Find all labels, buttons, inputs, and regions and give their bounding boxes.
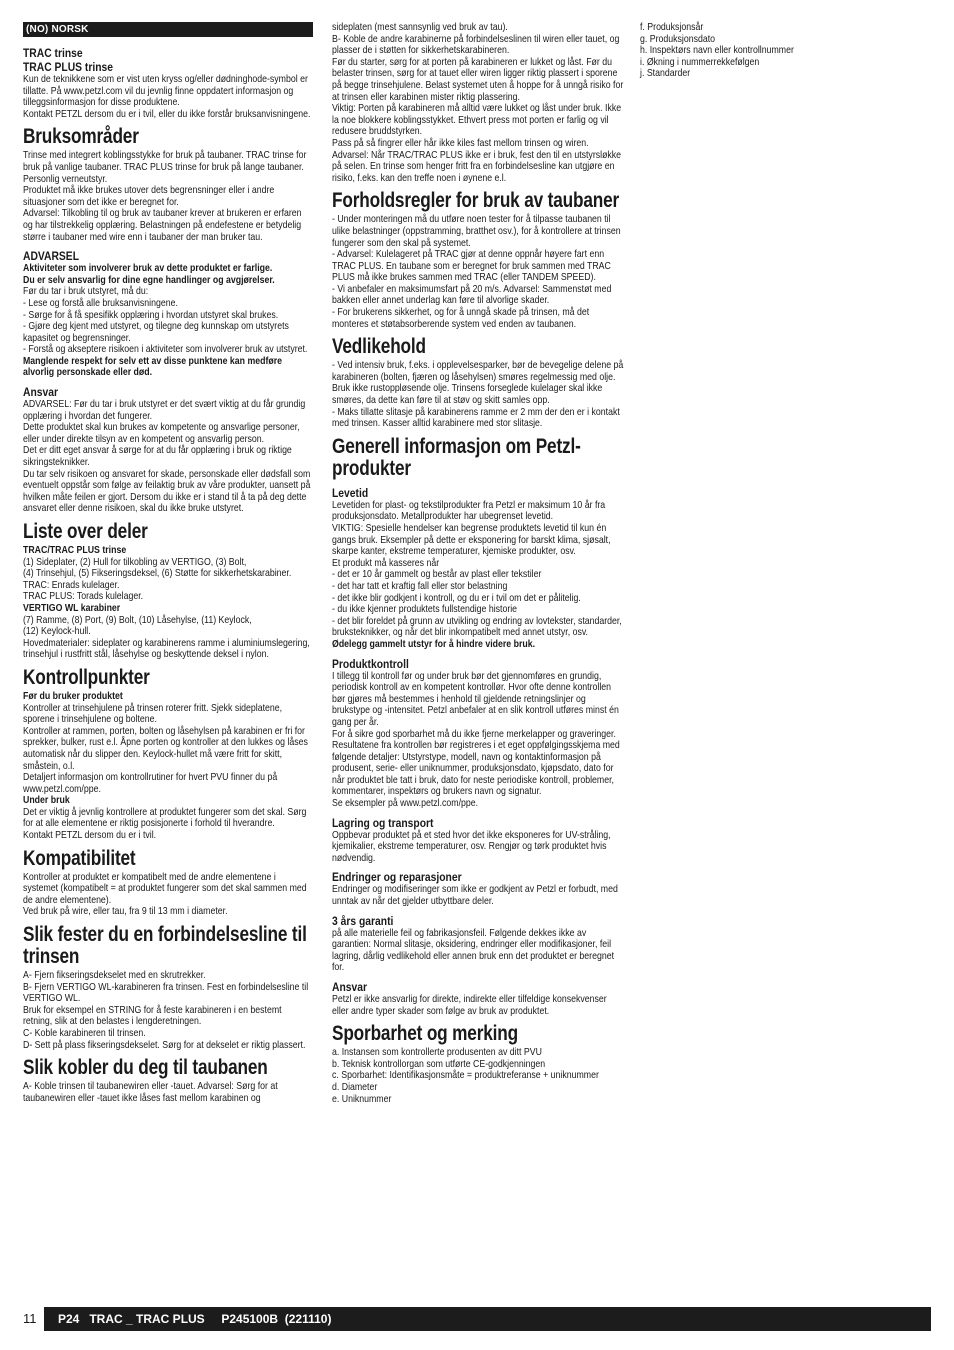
heading-kontrollpunkter: Kontrollpunkter — [23, 665, 150, 689]
product-title: TRAC trinse — [23, 46, 83, 60]
heading-generell-informasjon: Generell informasjon om Petzl-produkter — [332, 434, 581, 480]
subheading-endringer: Endringer og reparasjoner — [332, 870, 462, 885]
subheading-lagring: Lagring og transport — [332, 815, 434, 830]
product-title-plus: TRAC PLUS trinse — [23, 60, 114, 74]
page-number: 11 — [23, 1311, 37, 1326]
subheading-vertigo: VERTIGO WL karabiner — [23, 602, 121, 614]
sporbarhet-list-continued: f. Produksjonsår g. Produksjonsdato h. Inspektørs navn eller kontrollnummer i. Økning i nummerrekkefølgen j. Standarder — [640, 22, 794, 80]
trac-deler-text: (1) Sideplater, (2) Hull for tilkobling av VERTIGO, (3) Bolt, (4) Trinsehjul, (5) Fikseringsdeksel, (6) Støtte for sikkerhetskarabiner. TRAC: Enrads kulelager. TRAC PLUS: Torads kulelager. — [23, 556, 292, 603]
heading-bruksomrader: Bruksområder — [23, 125, 139, 149]
subheading-produktkontroll: Produktkontroll — [332, 656, 409, 671]
subheading-under-bruk: Under bruk — [23, 795, 70, 807]
advarsel-bold-2: Manglende respekt for selv ett av disse punktene kan medføre alvorlig personskade eller død. — [23, 355, 283, 379]
bruksomrader-text: Trinse med integrert koblingsstykke for bruk på taubaner. TRAC trinse for bruk på vanlige taubaner. TRAC PLUS trinse for bruk på lange taubaner. Personlig verneutstyr. Produktet må ikke brukes utover dets begrensninger eller i andre situasjoner som det ikke er beregnet for. Advarsel: Tilkobling til og bruk av taubaner krever at brukeren er erfaren og har tilstrekkelig opplæring. Belastningen på endefestene er betydelig større i taubaner med wire enn i taubaner der man bruker tau. — [23, 150, 307, 243]
fester-text: A- Fjern fikseringsdekselet med en skrutrekker. B- Fjern VERTIGO WL-karabineren fra trinsen. Fest en forbindelsesline til VERTIGO WL. Bruk for eksempel en STRING for å feste karabineren i en bestemt retning, slik at den belastes i lengderetningen. C- Koble karabineren til trinsen. D- Sett på plass fikseringsdekselet. Sørg for at dekselet er riktig plassert. — [23, 970, 309, 1051]
heading-vedlikehold: Vedlikehold — [332, 335, 426, 359]
kobler-text-continued: sideplaten (mest sannsynlig ved bruk av tau). B- Koble de andre karabinerne på forbindelseslinen til wiren eller tauet, og plasser de i støtten for sikkerhetskarabineren. Før du starter, sørg for at porten på karabineren er lukket og låst. Før du belaster trinsen, sørg for at tauet eller wiren ligger riktig plassert i sporene på begge trinsehjulene. Belast systemet uten å hoppe for å unngå risiko for at trinsen eller karabinen mister riktig plassering. Viktig: Porten på karabineren må alltid være lukket og låst under bruk. Ikke la noe blokkere koblingsstykket. Ethvert press mot porten er farlig og vil redusere bruddstyrken. Pass på så fingrer eller hår ikke kiles fast mellom trinsen og wiren. Advarsel: Når TRAC/TRAC PLUS ikke er i bruk, fest den til en utstyrsløkke på selen. En trinse som henger fritt fra en forbindelsesline kan utgjøre en risiko, f.eks. kan den treffe noen i øynene e.l. — [332, 22, 624, 184]
subheading-levetid: Levetid — [332, 485, 369, 500]
document-reference: P24 TRAC _ TRAC PLUS P245100B (221110) — [44, 1307, 931, 1331]
ansvar-2-text: Petzl er ikke ansvarlig for direkte, indirekte eller tilfeldige konsekvenser eller andre typer skader som følge av bruk av produktet. — [332, 994, 607, 1017]
ansvar-text: ADVARSEL: Før du tar i bruk utstyret er det svært viktig at du får grundig opplæring i hvordan det fungerer. Dette produktet skal kun brukes av kompetente og ansvarlige personer, eller under direkte tilsyn av en kompetent og ansvarlig person. Det er ditt eget ansvar å sørge for at du får opplæring i bruk og riktige sikringsteknikker. Du tar selv risikoen og ansvaret for skade, personskade eller dødsfall som eventuelt oppstår som følge av feilaktig bruk av våre produkter, uansett på hvilken måte feilen er gjort. Dersom du ikke er i stand til å ta på deg dette ansvaret eller denne risikoen, skal du ikke bruke utstyret. — [23, 399, 311, 515]
under-bruk-text: Det er viktig å jevnlig kontrollere at produktet fungerer som det skal. Sørg for at alle elementene er riktig posisjonerte i forhold til hverandre. Kontakt PETZL dersom du er i tvil. — [23, 806, 307, 842]
vertigo-text: (7) Ramme, (8) Port, (9) Bolt, (10) Låsehylse, (11) Keylock, (12) Keylock-hull. Hovedmaterialer: sideplater og karabinerens ramme i aluminiumslegering, trinsehjul i rustfritt stål, låsehylse og beskyttende deksel i nylon. — [23, 614, 310, 661]
kobler-text: A- Koble trinsen til taubanewiren eller -tauet. Advarsel: Sørg for at taubanewiren eller -tauet ikke låses fast mellom karabinen og — [23, 1081, 278, 1104]
heading-forholdsregler: Forholdsregler for bruk av taubaner — [332, 189, 620, 213]
advarsel-text: Før du tar i bruk utstyret, må du: - Lese og forstå alle bruksanvisningene. - Sørge for å få spesifikk opplæring i hvordan utstyret skal brukes. - Gjøre deg kjent med utstyret, og tilegne deg kunnskap om utstyrets kapasitet og begrensninger. - Forstå og akseptere risikoen i aktiviteter som involverer bruk av utstyret. — [23, 286, 308, 356]
subheading-trac-deler: TRAC/TRAC PLUS trinse — [23, 545, 127, 556]
heading-kobler: Slik kobler du deg til taubanen — [23, 1056, 268, 1080]
forholdsregler-text: - Under monteringen må du utføre noen tester for å tilpasse taubanen til ulike belastninger (oppstramming, bratthet osv.), for å kontrollere at trinsen fungerer som den skal på systemet. - Advarsel: Kulelageret på TRAC gjør at denne oppnår høyere fart enn TRAC PLUS. En taubane som er beregnet for bruk sammen med TRAC PLUS må ikke brukes sammen med TRAC (eller TANDEM SPEED). - Vi anbefaler en maksimumsfart på 20 m/s. Advarsel: Sammenstøt med bakken eller annet underlag kan føre til alvorlige skader. - For brukerens sikkerhet, og for å unngå skade på trinsen, må det monteres et støtabsorberende system ved enden av taubanen. — [332, 214, 621, 330]
page-footer — [23, 1307, 931, 1331]
column-2 — [332, 22, 624, 1105]
heading-liste-over-deler: Liste over deler — [23, 520, 148, 543]
column-3 — [640, 22, 840, 80]
garanti-text: på alle materielle feil og fabrikasjonsfeil. Følgende dekkes ikke av garantien: Normal slitasje, oksidering, endringer eller modifikasjoner, feil lagring, dårlig vedlikehold eller annen bruk enn det produktet er beregnet for. — [332, 927, 615, 974]
subheading-ansvar: Ansvar — [23, 385, 58, 400]
subheading-advarsel: ADVARSEL — [23, 249, 80, 264]
levetid-bold: Ødelegg gammelt utstyr for å hindre videre bruk. — [332, 638, 536, 650]
subheading-garanti: 3 års garanti — [332, 913, 394, 928]
levetid-text: Levetiden for plast- og tekstilprodukter fra Petzl er maksimum 10 år fra produksjonsdato. Metallprodukter har ubegrenset levetid. VIKTIG: Spesielle hendelser kan begrense produktets levetid til kun én gangs bruk. Eksempler på dette er eksponering for barskt klima, sjøsalt, skarpe kanter, ekstreme temperaturer, kjemiske produkter, osv. Et produkt må kasseres når - det er 10 år gammelt og består av plast eller tekstiler - det har tatt et kraftig fall eller stor belastning - det ikke blir godkjent i kontroll, og du er i tvil om det er pålitelig. - du ikke kjenner produktets fullstendige historie - det blir foreldet på grunn av utvikling og endring av lovtekster, standarder, bruksteknikker, og når det blir inkompatibelt med annet utstyr, osv. — [332, 499, 622, 639]
vedlikehold-text: - Ved intensiv bruk, f.eks. i opplevelsesparker, bør de bevegelige delene på karabineren (bolten, fjæren og låsehylsen) smøres regelmessig med olje. Bruk ikke rustoppløsende olje. Trinsens forseglede kulelager skal ikke smøres, da dette kan føre til at støv og skitt samles opp. - Maks tillatte slitasje på karabinerens ramme er 2 mm der den er i kontakt med trinsen. Kasser alltid karabinere med stor slitasje. — [332, 360, 624, 430]
advarsel-bold: Aktiviteter som involverer bruk av dette produktet er farlige. Du er selv ansvarlig for dine egne handlinger og avgjørelser. — [23, 263, 275, 286]
sporbarhet-list: a. Instansen som kontrollerte produsenten av ditt PVU b. Teknisk kontrollorgan som utførte CE-godkjenningen c. Sporbarhet: Identifikasjonsmåte = produktreferanse + uniknummer d. Diameter e. Uniknummer — [332, 1047, 599, 1105]
language-label: (NO) NORSK — [23, 22, 313, 37]
lagring-text: Oppbevar produktet på et sted hvor det ikke eksponeres for UV-stråling, kjemikalier, ekstreme temperaturer, osv. Rengjør og tørk produktet hvis nødvendig. — [332, 829, 611, 864]
produktkontroll-text: I tillegg til kontroll før og under bruk bør det gjennomføres en grundig, periodisk kontroll av en kompetent kontrollør. Hvor ofte denne kontrollen bør gjøres må bestemmes i henhold til gjeldende retningslinjer og brukstype og -intensitet. Petzl anbefaler at en slik kontroll utføres minst én gang per år. For å sikre god sporbarhet må du ikke fjerne merkelapper og graveringer. Resultatene fra kontrollen bør registreres i et eget oppfølgingsskjema med følgende detaljer: Utstyrstype, modell, navn og kontaktinformasjon på produsent, serie- eller uniknummer, produksjonsdato, kjøpsdato, dato for når produktet ble tatt i bruk, dato for neste periodiske kontroll, problemer, kommentarer, inspektørs og brukers navn og signatur. Se eksempler på www.petzl.com/ppe. — [332, 670, 620, 810]
endringer-text: Endringer og modifiseringer som ikke er godkjent av Petzl er forbudt, med unntak av når det gjelder utbyttbare deler. — [332, 884, 618, 908]
heading-fester: Slik fester du en forbindelsesline til trinsen — [23, 923, 307, 969]
heading-sporbarhet: Sporbarhet og merking — [332, 1022, 519, 1046]
heading-kompatibilitet: Kompatibilitet — [23, 846, 136, 870]
intro-text: Kun de teknikkene som er vist uten kryss og/eller dødninghode-symbol er tillatte. På www.petzl.com vil du jevnlig finne oppdatert informasjon og tilleggsinformasjon for disse produktene. Kontakt PETZL dersom du er i tvil, eller du ikke forstår bruksanvisningene. — [23, 74, 311, 120]
kompatibilitet-text: Kontroller at produktet er kompatibelt med de andre elementene i systemet (kompatibelt = at produktet fungerer som det skal sammen med de andre elementene). Ved bruk på wire, eller tau, fra 9 til 13 mm i diameter. — [23, 871, 307, 918]
column-1 — [23, 22, 313, 1104]
subheading-for-bruk: Før du bruker produktet — [23, 690, 123, 702]
for-bruk-text: Kontroller at trinsehjulene på trinsen roterer fritt. Sjekk sideplatene, sporene i trinsehjulene og boltene. Kontroller at rammen, porten, bolten og låsehylsen på karabinen er fri for sprekker, bulker, rust e.l. Åpne porten og kontroller at den lukkes og låses automatisk når du slipper den. Keylock-hullet må være fritt for skitt, småstein, o.l. Detaljert informasjon om kontrollrutiner for hvert PVU finner du på www.petzl.com/ppe. — [23, 702, 308, 795]
subheading-ansvar-2: Ansvar — [332, 980, 367, 994]
